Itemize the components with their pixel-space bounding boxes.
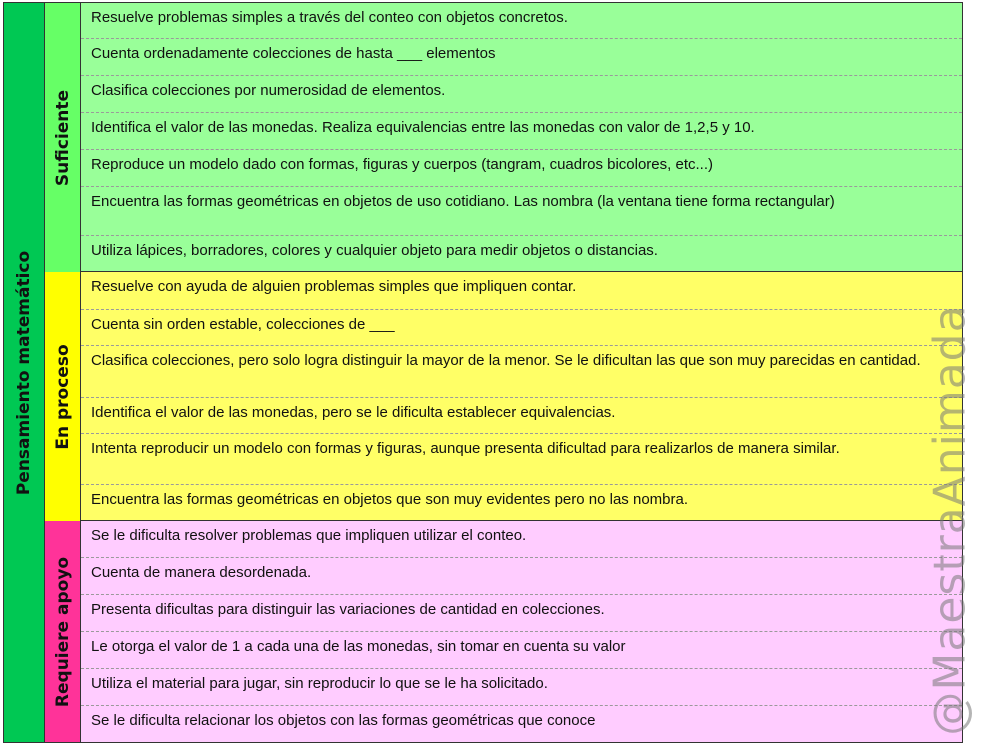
item-text: Utiliza el material para jugar, sin reproducir lo que se le ha solicitado. — [91, 675, 548, 692]
list-item — [81, 113, 962, 150]
area-column — [4, 3, 45, 742]
item-text: Identifica el valor de las monedas, pero se le dificulta establecer equivalencias. — [91, 404, 616, 421]
item-text: Clasifica colecciones por numerosidad de elementos. — [91, 82, 446, 99]
list-item — [81, 595, 962, 632]
list-item — [81, 398, 962, 434]
item-text: Cuenta sin orden estable, colecciones de ___ — [91, 316, 395, 333]
item-text: Presenta dificultas para distinguir las variaciones de cantidad en colecciones. — [91, 601, 605, 618]
item-text: Intenta reproducir un modelo con formas y figuras, aunque presenta dificultad para realizarlos de manera similar. — [91, 440, 840, 457]
list-item — [81, 236, 962, 272]
item-text: Le otorga el valor de 1 a cada una de las monedas, sin tomar en cuenta su valor — [91, 638, 626, 655]
list-item — [81, 558, 962, 595]
level-suficiente — [45, 3, 81, 272]
list-item — [81, 187, 962, 236]
list-item — [81, 76, 962, 113]
level-label-requiere-apoyo: Requiere apoyo — [52, 556, 73, 707]
list-item — [81, 39, 962, 76]
item-text: Reproduce un modelo dado con formas, figuras y cuerpos (tangram, cuadros bicolores, etc...) — [91, 156, 713, 173]
item-text: Encuentra las formas geométricas en objetos que son muy evidentes pero no las nombra. — [91, 491, 688, 508]
item-text: Se le dificulta relacionar los objetos con las formas geométricas que conoce — [91, 712, 596, 729]
level-requiere-apoyo — [45, 521, 81, 742]
list-item — [81, 434, 962, 485]
list-item — [81, 485, 962, 521]
list-item — [81, 706, 962, 742]
list-item — [81, 669, 962, 706]
level-label-en-proceso: En proceso — [52, 343, 73, 450]
item-text: Resuelve con ayuda de alguien problemas simples que impliquen contar. — [91, 278, 577, 295]
item-text: Identifica el valor de las monedas. Realiza equivalencias entre las monedas con valor de 1,2,5 y 10. — [91, 119, 755, 136]
level-en-proceso — [45, 272, 81, 521]
level-label-suficiente: Suficiente — [52, 89, 73, 186]
list-item — [81, 3, 962, 39]
area-label: Pensamiento matemático — [14, 250, 34, 495]
list-item — [81, 150, 962, 187]
list-item — [81, 632, 962, 669]
item-text: Encuentra las formas geométricas en objetos de uso cotidiano. Las nombra (la ventana tiene forma rectangular) — [91, 193, 835, 210]
item-text: Clasifica colecciones, pero solo logra distinguir la mayor de la menor. Se le dificultan las que son muy parecidas en cantidad. — [91, 352, 921, 369]
list-item — [81, 310, 962, 346]
item-text: Utiliza lápices, borradores, colores y cualquier objeto para medir objetos o distancias. — [91, 242, 658, 259]
rubric-table — [3, 2, 963, 743]
watermark-text: @MaestraAnimada — [924, 304, 976, 736]
list-item — [81, 346, 962, 398]
item-text: Cuenta ordenadamente colecciones de hasta ___ elementos — [91, 45, 496, 62]
list-item — [81, 272, 962, 310]
item-text: Resuelve problemas simples a través del conteo con objetos concretos. — [91, 9, 568, 26]
item-text: Se le dificulta resolver problemas que impliquen utilizar el conteo. — [91, 527, 527, 544]
list-item — [81, 521, 962, 558]
item-text: Cuenta de manera desordenada. — [91, 564, 312, 581]
